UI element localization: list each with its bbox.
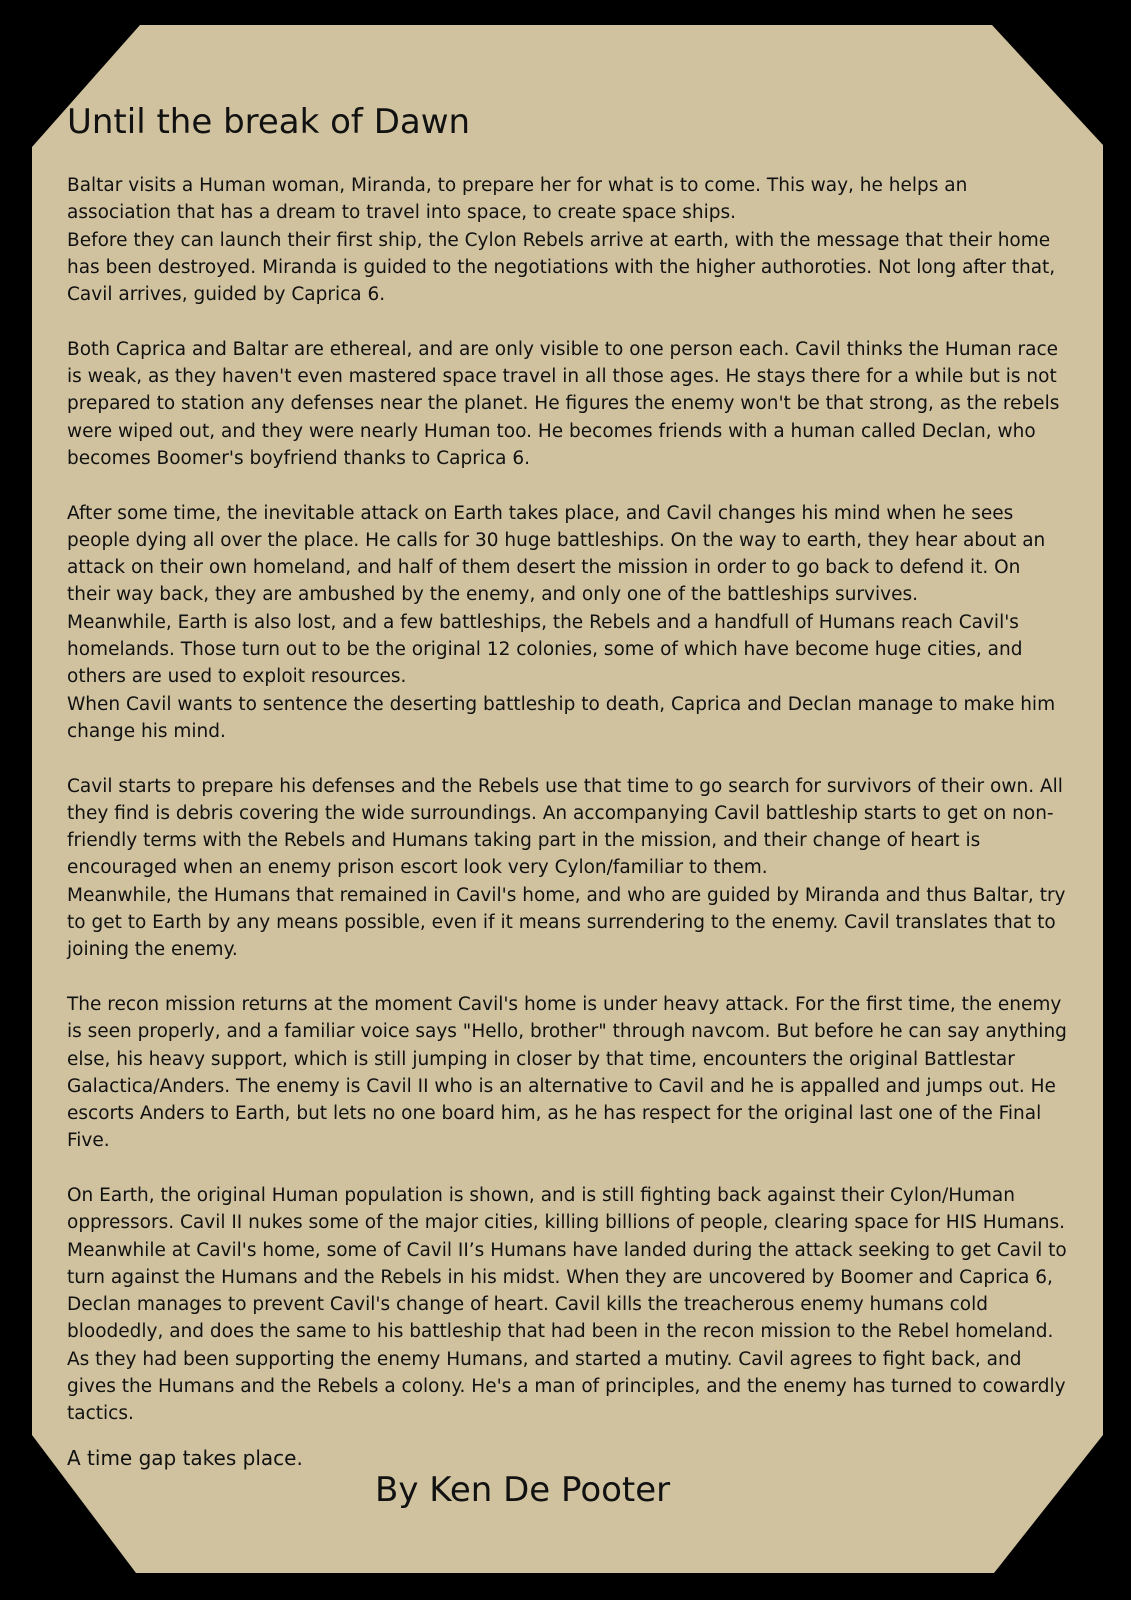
paragraph-line: Baltar visits a Human woman, Miranda, to prepare her for what is to come. This way, he helps an association that has a dream to travel into space, to create space ships.: [67, 175, 968, 224]
paragraph-line: When Cavil wants to sentence the deserting battleship to death, Caprica and Declan manage to make him change his mind.: [67, 693, 1056, 742]
paragraph-line: The recon mission returns at the moment Cavil's home is under heavy attack. For the first time, the enemy is seen properly, and a familiar voice says "Hello, brother" through navcom. But before he can say anything else, his heavy support, which is still jumping in closer by that time, encounters the original Battlestar Galactica/Anders. The enemy is Cavil II who is an alternative to Cavil and he is appalled and jumps out. He escorts Anders to Earth, but lets no one board him, as he has respect for the original last one of the Final Five.: [67, 993, 1067, 1152]
paragraph-line: Cavil starts to prepare his defenses and the Rebels use that time to go search for survivors of their own. All they find is debris covering the wide surroundings. An accompanying Cavil battleship starts to get on non-friendly terms with the Rebels and Humans taking part in the mission, and their change of heart is encouraged when an enemy prison escort look very Cylon/familiar to them.: [67, 775, 1063, 879]
paragraph: [67, 500, 1067, 746]
paragraph-line: Before they can launch their first ship, the Cylon Rebels arrive at earth, with the message that their home has been destroyed. Miranda is guided to the negotiations with the higher authoroties. Not long after that, Cavil arrives, guided by Caprica 6.: [67, 229, 1056, 306]
paragraph-line: Meanwhile, the Humans that remained in Cavil's home, and who are guided by Miranda and thus Baltar, try to get to Earth by any means possible, even if it means surrendering to the enemy. Cavil translates that to joining the enemy.: [67, 884, 1066, 961]
paragraph: [67, 991, 1067, 1155]
paragraph-line: On Earth, the original Human population is shown, and is still fighting back against their Cylon/Human oppressors. Cavil II nukes some of the major cities, killing billions of people, clearing space for HIS Humans. Meanwhile at Cavil's home, some of Cavil II’s Humans have landed during the attack seeking to get Cavil to turn against the Humans and the Rebels in his midst. When they are uncovered by Boomer and Caprica 6, Declan manages to prevent Cavil's change of heart. Cavil kills the treacherous enemy humans cold bloodedly, and does the same to his battleship that had been in the recon mission to the Rebel homeland. As they had been supporting the enemy Humans, and started a mutiny. Cavil agrees to fight back, and gives the Humans and the Rebels a colony. He's a man of principles, and the enemy has turned to cowardly tactics.: [67, 1184, 1067, 1425]
closing-line: A time gap takes place.: [67, 1446, 303, 1470]
author-byline: By Ken De Pooter: [375, 1470, 671, 1510]
paragraph-line: Meanwhile, Earth is also lost, and a few battleships, the Rebels and a handfull of Humans reach Cavil's homelands. Those turn out to be the original 12 colonies, some of which have become huge cities, and others are used to exploit resources.: [67, 611, 1023, 688]
paragraph: [67, 336, 1067, 472]
document-title: Until the break of Dawn: [67, 102, 471, 142]
story-body: [67, 172, 1067, 1455]
paragraph: [67, 172, 1067, 308]
paragraph: [67, 773, 1067, 964]
paragraph-line: Both Caprica and Baltar are ethereal, and are only visible to one person each. Cavil thinks the Human race is weak, as they haven't even mastered space travel in all those ages. He stays there for a while but is not prepared to station any defenses near the planet. He figures the enemy won't be that strong, as the rebels were wiped out, and they were nearly Human too. He becomes friends with a human called Declan, who becomes Boomer's boyfriend thanks to Caprica 6.: [67, 338, 1060, 469]
paragraph: [67, 1182, 1067, 1428]
paragraph-line: After some time, the inevitable attack on Earth takes place, and Cavil changes his mind when he sees people dying all over the place. He calls for 30 huge battleships. On the way to earth, they hear about an attack on their own homeland, and half of them desert the mission in order to go back to defend it. On their way back, they are ambushed by the enemy, and only one of the battleships survives.: [67, 502, 1046, 606]
